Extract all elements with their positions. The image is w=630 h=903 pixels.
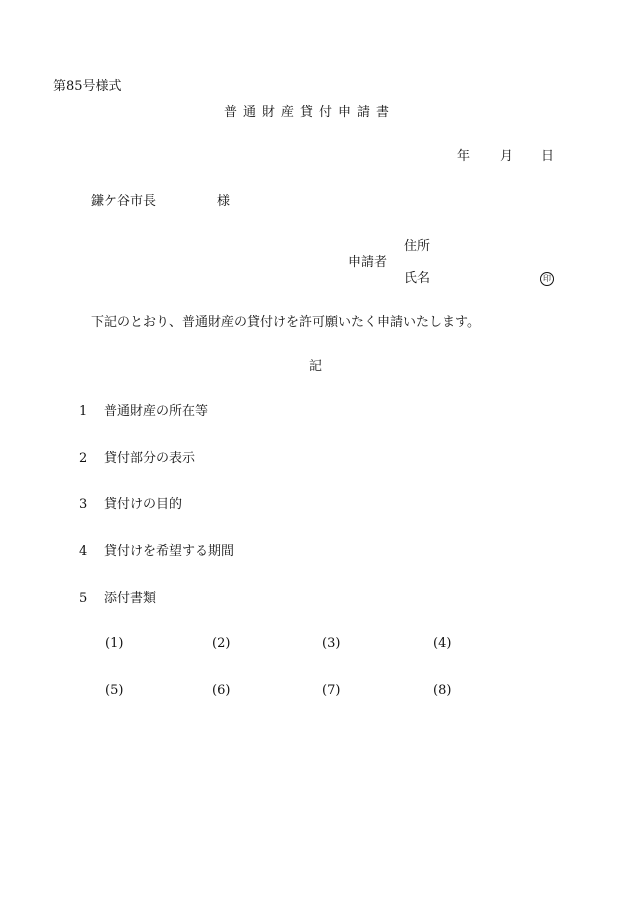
item-label: 貸付部分の表示: [104, 451, 196, 466]
seal-mark: [540, 271, 554, 286]
form-number: 第85号様式: [53, 79, 122, 94]
item-number: 5: [79, 591, 88, 606]
attachment-slot: (8): [433, 683, 452, 698]
ki-heading: 記: [309, 359, 323, 374]
address-label: 住所: [404, 239, 431, 254]
seal-icon: 印: [540, 272, 554, 286]
item-number: 1: [79, 404, 88, 419]
item-label: 貸付けを希望する期間: [104, 544, 235, 559]
item-number: 2: [79, 451, 88, 466]
attachment-slot: (7): [322, 683, 341, 698]
body-text: 下記のとおり、普通財産の貸付けを許可願いたく申請いたします。: [91, 315, 480, 330]
attachment-slot: (5): [105, 683, 124, 698]
attachment-slot: (2): [212, 636, 231, 651]
addressee-name: 鎌ケ谷市長: [91, 194, 157, 209]
item-label: 添付書類: [104, 591, 157, 606]
date-month-label: 月: [500, 149, 514, 164]
applicant-label: 申請者: [348, 255, 388, 270]
name-label: 氏名: [404, 271, 431, 286]
attachment-slot: (3): [322, 636, 341, 651]
addressee-honorific: 様: [217, 194, 231, 209]
date-year-label: 年: [457, 149, 471, 164]
item-label: 普通財産の所在等: [104, 404, 209, 419]
document-title: 普通財産貸付申請書: [224, 105, 396, 120]
item-label: 貸付けの目的: [104, 497, 183, 512]
item-number: 4: [79, 544, 88, 559]
date-day-label: 日: [541, 149, 555, 164]
item-number: 3: [79, 497, 88, 512]
attachment-slot: (1): [105, 636, 124, 651]
attachment-slot: (6): [212, 683, 231, 698]
attachment-slot: (4): [433, 636, 452, 651]
